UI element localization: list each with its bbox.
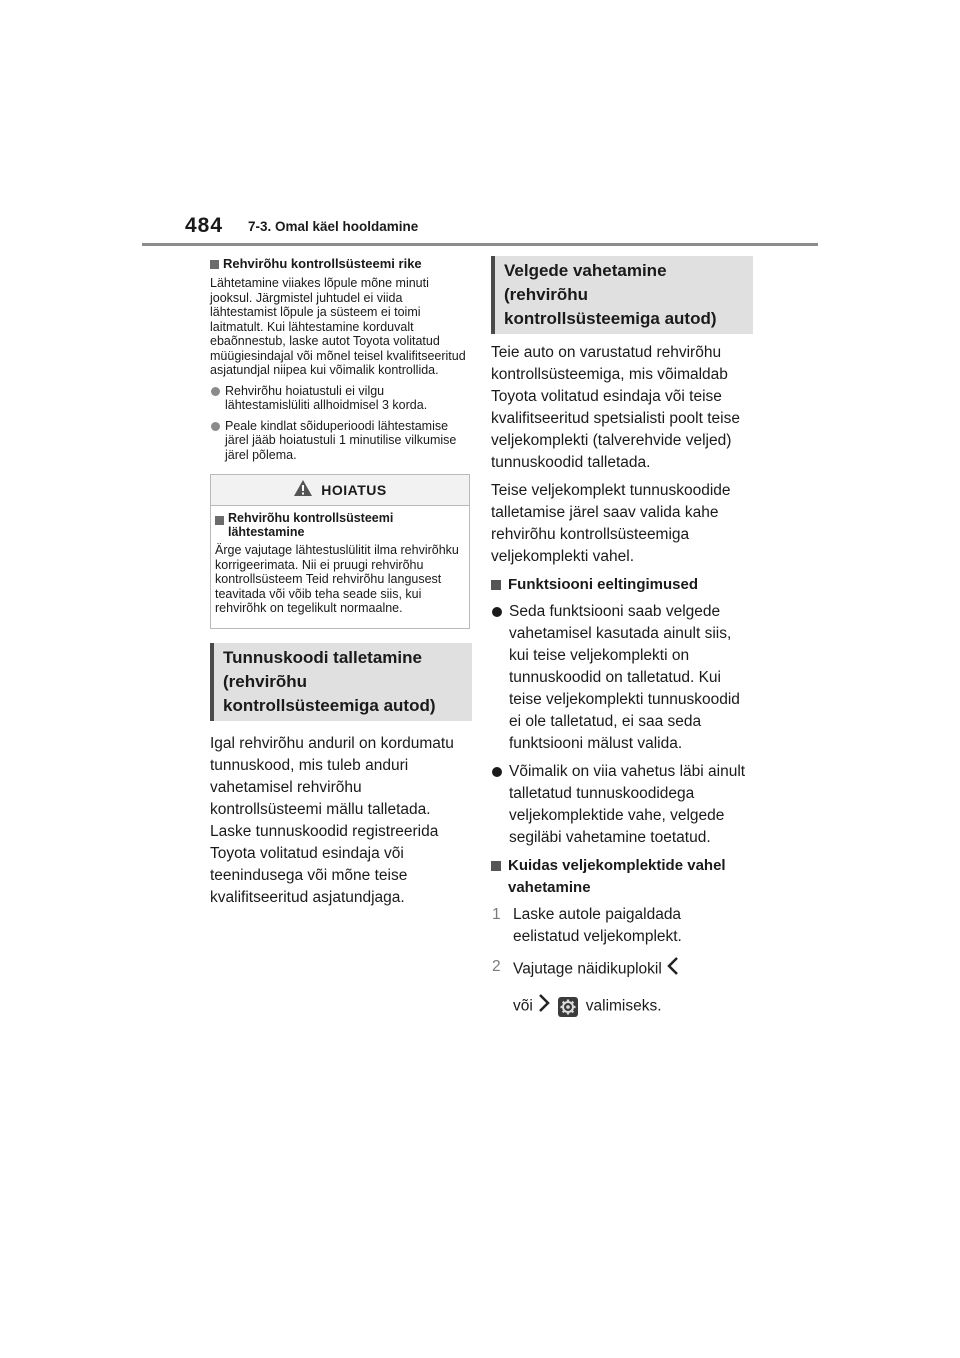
step-1-text: Laske autole paigaldada eelistatud veljekomplekt. — [513, 906, 682, 945]
step-2-text-c: valimiseks. — [585, 997, 662, 1015]
func-bullet-2: Võimalik on viia vahetus läbi ainult talletatud tunnuskoodidega veljekomplektide vahe, velgede segiläbi vahetamine toetatud. — [491, 761, 751, 849]
step-2-number: 2 — [492, 958, 501, 975]
right-column — [491, 256, 751, 1028]
tunnus-heading: Tunnuskoodi talletamine (rehvirõhu kontrollsüsteemiga autod) — [210, 643, 472, 721]
func-heading: Funktsiooni eeltingimused — [491, 574, 751, 596]
tunnus-text: Igal rehvirõhu anduril on kordumatu tunnuskood, mis tuleb anduri vahetamisel rehvirõhu kontrollsüsteemi mällu talletada. Laske tunnuskoodid registreerida Toyota volitatud esindaja või teenindusega või mõne teise kvalifitseeritud asjatundjaga. — [210, 734, 454, 906]
step-1 — [491, 904, 751, 948]
header-rule — [142, 243, 818, 246]
step-2-text-a: Vajutage näidikuplokil — [513, 960, 662, 978]
rike-heading: Rehvirõhu kontrollsüsteemi rike — [210, 256, 470, 272]
warning-body — [211, 506, 469, 628]
rike-bullet-1: Rehvirõhu hoiatustuli ei vilgu lähtestamislüliti allhoidmisel 3 korda. — [210, 384, 470, 413]
warning-triangle-icon — [293, 479, 313, 502]
warning-title: HOIATUS — [321, 482, 387, 498]
left-column — [210, 256, 470, 915]
how-heading: Kuidas veljekomplektide vahel vahetamine — [491, 855, 751, 899]
warning-header — [211, 475, 469, 506]
velg-para-2: Teise veljekomplekt tunnuskoodide talletamise järel saav valida kahe rehvirõhu kontrollsüsteemiga veljekomplekti vahel. — [491, 482, 731, 565]
func-bullet-1: Seda funktsiooni saab velgede vahetamisel kasutada ainult siis, kui teise veljekomplekti on tunnuskoodid on talletatud. Kui teise veljekomplekti tunnuskoodid ei ole talletatud, ei saa seda funktsiooni mälust valida. — [491, 601, 751, 755]
chevron-right-icon — [537, 993, 551, 1020]
warning-box — [210, 474, 470, 629]
step-2-text-b: või — [513, 997, 533, 1015]
velg-heading: Velgede vahetamine (rehvirõhu kontrollsüsteemiga autod) — [491, 256, 753, 334]
warning-text: Ärge vajutage lähtestuslülitit ilma rehvirõhku korrigeerimata. Nii ei pruugi rehvirõhu kontrollsüsteem Teid rehvirõhu langusest teavitada või võib teha seade siis, kui rehvirõhk on tegelikult normaalne. — [215, 543, 459, 615]
step-2 — [491, 956, 751, 1020]
section-title: 7-3. Omal käel hooldamine — [248, 219, 419, 234]
page-number: 484 — [185, 214, 224, 237]
warning-subheading: Rehvirõhu kontrollsüsteemi lähtestamine — [215, 512, 465, 539]
rike-bullet-2: Peale kindlat sõiduperioodi lähtestamise järel jääb hoiatustuli 1 minutilise vilkumise järel põlema. — [210, 419, 470, 463]
rike-text: Lähtetamine viiakes lõpule mõne minuti jooksul. Järgmistel juhtudel ei viida lähtestamist lõpule ja süsteem ei toimi laitmatult. Kui lähtestamine korduvalt ebaõnnestub, laske autot Toyota volitatud müügiesindajal või mõnel teisel kvalifitseeritud asjatundjal niipea kui võimalik kontrollida. — [210, 276, 466, 377]
gear-icon — [558, 997, 578, 1017]
chevron-left-icon — [666, 956, 680, 983]
step-1-number: 1 — [492, 906, 501, 923]
velg-para-1: Teie auto on varustatud rehvirõhu kontrollsüsteemiga, mis võimaldab Toyota volitatud esindaja või teise kvalifitseeritud spetsialisti poolt teise veljekomplekti (talverehvide veljed) tunnuskoodid talletada. — [491, 344, 740, 471]
